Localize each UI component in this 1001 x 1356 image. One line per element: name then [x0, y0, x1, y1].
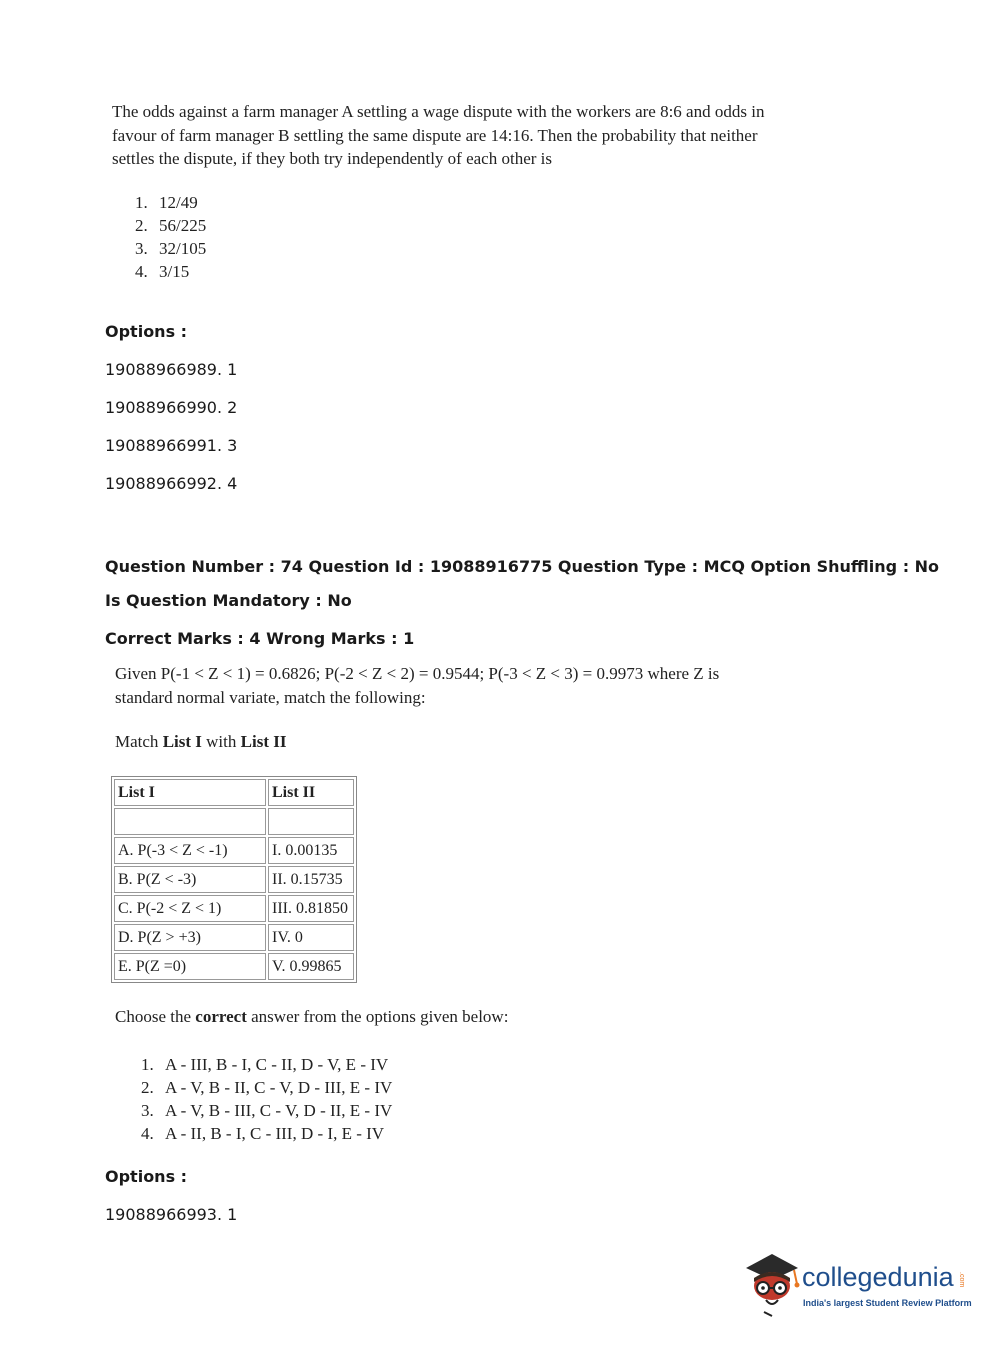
question-mandatory: Is Question Mandatory : No: [105, 591, 352, 610]
question-line: settles the dispute, if they both try independently of each other is: [112, 149, 552, 168]
logo-suffix: .com: [958, 1272, 965, 1288]
table-cell: I. 0.00135: [268, 837, 354, 864]
collegedunia-logo[interactable]: [742, 1248, 972, 1318]
question-line: favour of farm manager B settling the same dispute are 14:16. Then the probability that neither: [112, 125, 758, 145]
option-item: 19088966992. 4: [105, 474, 238, 493]
table-cell: V. 0.99865: [268, 953, 354, 980]
match-table-wrapper: [111, 776, 357, 983]
table-row: [114, 866, 354, 893]
options-label: Options :: [105, 322, 188, 341]
option-item: 19088966989. 1: [105, 360, 238, 379]
logo-wordmark: collegedunia: [802, 1262, 954, 1292]
choice-item: 3. A - V, B - III, C - V, D - II, E - IV: [141, 1101, 393, 1120]
table-header-row: [114, 779, 354, 806]
table-row-empty: [114, 808, 354, 835]
choice-item: 2. A - V, B - II, C - V, D - III, E - IV: [141, 1078, 393, 1097]
choice-item: 4. 3/15: [135, 262, 190, 281]
question-73-text: [112, 100, 765, 171]
logo-tagline: India's largest Student Review Platform: [803, 1298, 972, 1308]
choice-item: 1. 12/49: [135, 193, 198, 212]
table-cell: IV. 0: [268, 924, 354, 951]
choose-instruction: Choose the correct answer from the options given below:: [115, 1007, 509, 1026]
table-cell: E. P(Z =0): [114, 953, 266, 980]
table-header: List I: [114, 779, 266, 806]
table-cell: II. 0.15735: [268, 866, 354, 893]
options-label: Options :: [105, 1167, 188, 1186]
table-row: [114, 837, 354, 864]
table-cell: A. P(-3 < Z < -1): [114, 837, 266, 864]
question-73-choices: [135, 191, 206, 283]
option-item: 19088966990. 2: [105, 398, 238, 417]
table-cell: D. P(Z > +3): [114, 924, 266, 951]
option-item: 19088966993. 1: [105, 1205, 238, 1224]
question-line: standard normal variate, match the following:: [115, 688, 426, 707]
table-cell: B. P(Z < -3): [114, 866, 266, 893]
question-line: The odds against a farm manager A settling a wage dispute with the workers are 8:6 and odds in: [112, 102, 765, 121]
question-74-given: [115, 662, 719, 710]
table-header: List II: [268, 779, 354, 806]
question-marks: Correct Marks : 4 Wrong Marks : 1: [105, 629, 415, 648]
question-line: Given P(-1 < Z < 1) = 0.6826; P(-2 < Z < 2) = 0.9544; P(-3 < Z < 3) = 0.9973 where Z is: [115, 664, 720, 683]
question-74-choices: [141, 1053, 392, 1145]
table-cell: [268, 808, 354, 835]
table-row: [114, 953, 354, 980]
match-table: [111, 776, 357, 983]
choice-item: 2. 56/225: [135, 216, 207, 235]
table-cell: C. P(-2 < Z < 1): [114, 895, 266, 922]
question-74-header: Question Number : 74 Question Id : 19088916775 Question Type : MCQ Option Shuffling : No: [105, 557, 940, 576]
match-instruction: Match List I with List II: [115, 732, 287, 751]
option-item: 19088966991. 3: [105, 436, 238, 455]
mascot-icon: [742, 1248, 804, 1318]
choice-item: 1. A - III, B - I, C - II, D - V, E - IV: [141, 1055, 389, 1074]
choice-item: 4. A - II, B - I, C - III, D - I, E - IV: [141, 1124, 385, 1143]
table-row: [114, 895, 354, 922]
table-row: [114, 924, 354, 951]
choice-item: 3. 32/105: [135, 239, 207, 258]
table-cell: III. 0.81850: [268, 895, 354, 922]
table-cell: [114, 808, 266, 835]
